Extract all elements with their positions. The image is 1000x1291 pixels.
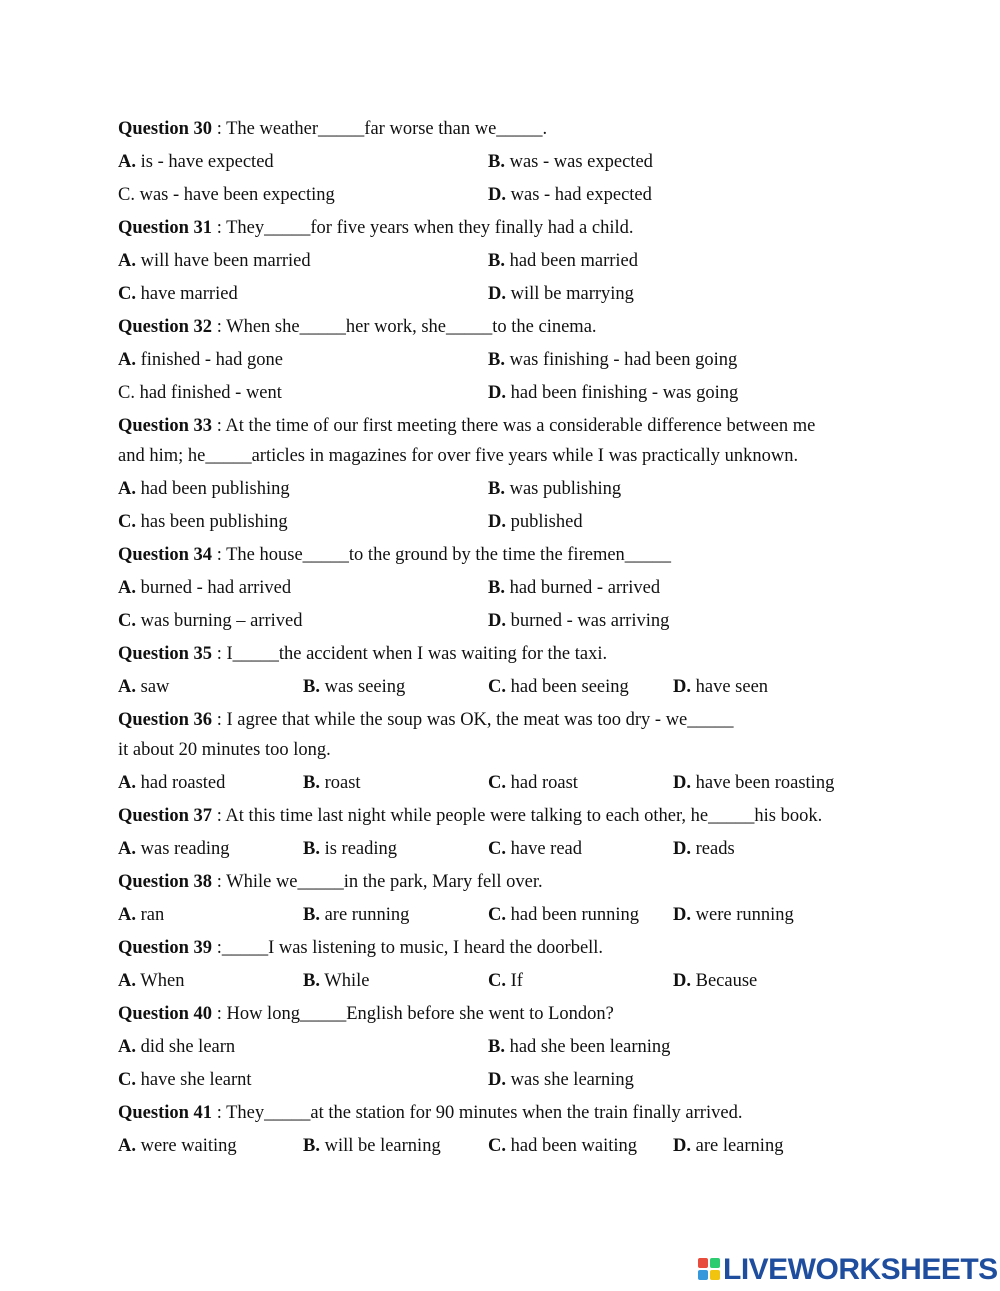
option-text: While (319, 971, 370, 991)
option-letter: B. (303, 773, 320, 793)
option-letter: C. (118, 284, 136, 304)
logo-text: LIVEWORKSHEETS (723, 1253, 998, 1286)
answer-option[interactable] (488, 283, 634, 305)
answer-option[interactable] (303, 772, 361, 794)
question-label: Question 41 (118, 1103, 213, 1123)
option-text: is - have expected (136, 152, 274, 172)
option-letter: D. (673, 677, 691, 697)
question-text (118, 739, 331, 761)
question-text (118, 709, 734, 731)
option-letter: A. (118, 1037, 136, 1057)
question-text (118, 544, 671, 566)
question-label: Question 35 (118, 644, 213, 664)
option-letter: C. (488, 971, 506, 991)
logo-tile-green (710, 1258, 720, 1268)
answer-option[interactable] (673, 970, 757, 992)
answer-option[interactable] (488, 250, 638, 272)
option-text: was reading (136, 839, 230, 859)
question-label: Question 37 (118, 806, 213, 826)
option-letter: A. (118, 479, 136, 499)
question-stem: : At the time of our first meeting there was a considerable difference between me (212, 416, 816, 436)
option-text: is reading (319, 839, 398, 859)
option-letter: B. (488, 152, 505, 172)
question-text (118, 1102, 742, 1124)
option-letter: B. (303, 1136, 320, 1156)
option-letter: C. (488, 677, 506, 697)
question-text (118, 316, 597, 338)
option-letter: B. (488, 578, 505, 598)
option-letter: B. (488, 350, 505, 370)
option-text: was - have been expecting (134, 185, 335, 205)
option-text: had been seeing (506, 677, 629, 697)
question-text (118, 643, 607, 665)
option-letter: A. (118, 1136, 136, 1156)
option-letter: C. (118, 1070, 136, 1090)
answer-option[interactable] (488, 478, 621, 500)
question-stem: : How long_____English before she went to London? (212, 1004, 614, 1024)
question-stem: : When she_____her work, she_____to the cinema. (212, 317, 597, 337)
answer-option[interactable] (118, 511, 288, 533)
option-text: reads (691, 839, 735, 859)
question-label: Question 33 (118, 416, 213, 436)
option-letter: A. (118, 152, 136, 172)
answer-option[interactable] (118, 184, 335, 206)
question-stem: : I agree that while the soup was OK, the meat was too dry - we_____ (212, 710, 734, 730)
option-letter: A. (118, 839, 136, 859)
question-stem: it about 20 minutes too long. (118, 740, 331, 760)
question-stem: : The house_____to the ground by the time the firemen_____ (212, 545, 672, 565)
option-text: were running (691, 905, 794, 925)
option-letter: C. (488, 773, 506, 793)
logo-tile-red (698, 1258, 708, 1268)
option-letter: D. (673, 839, 691, 859)
option-text: will be marrying (506, 284, 634, 304)
option-letter: B. (303, 905, 320, 925)
option-letter: D. (673, 905, 691, 925)
option-letter: A. (118, 773, 136, 793)
option-text: are learning (691, 1136, 784, 1156)
answer-option[interactable] (303, 676, 405, 698)
answer-option[interactable] (118, 676, 169, 698)
option-text: had been waiting (506, 1136, 637, 1156)
option-text: was she learning (506, 1070, 634, 1090)
question-text (118, 805, 822, 827)
option-text: burned - had arrived (136, 578, 292, 598)
logo-tile-yellow (710, 1270, 720, 1280)
answer-option[interactable] (673, 838, 735, 860)
answer-option[interactable] (303, 970, 369, 992)
option-letter: B. (303, 971, 320, 991)
answer-option[interactable] (118, 382, 282, 404)
question-label: Question 36 (118, 710, 213, 730)
option-text: are running (319, 905, 410, 925)
option-letter: A. (118, 350, 136, 370)
answer-option[interactable] (488, 511, 583, 533)
question-stem: : While we_____in the park, Mary fell over. (212, 872, 543, 892)
option-text: burned - was arriving (506, 611, 670, 631)
answer-option[interactable] (488, 577, 660, 599)
option-text: had roasted (136, 773, 226, 793)
option-text: was burning – arrived (136, 611, 303, 631)
answer-option[interactable] (118, 283, 238, 305)
question-text (118, 937, 603, 959)
answer-option[interactable] (118, 970, 184, 992)
option-text: was - was expected (504, 152, 653, 172)
answer-option[interactable] (673, 1135, 783, 1157)
question-label: Question 31 (118, 218, 213, 238)
option-letter: D. (673, 1136, 691, 1156)
liveworksheets-logo[interactable] (698, 1253, 998, 1286)
option-text: had roast (506, 773, 578, 793)
option-text: had burned - arrived (504, 578, 661, 598)
question-label: Question 32 (118, 317, 213, 337)
answer-option[interactable] (118, 250, 311, 272)
answer-option[interactable] (488, 349, 737, 371)
option-text: have seen (691, 677, 769, 697)
answer-option[interactable] (118, 1036, 235, 1058)
option-letter: C. (488, 1136, 506, 1156)
answer-option[interactable] (118, 1135, 237, 1157)
question-label: Question 34 (118, 545, 213, 565)
question-stem: : They_____at the station for 90 minutes when the train finally arrived. (212, 1103, 743, 1123)
answer-option[interactable] (488, 676, 629, 698)
option-text: ran (136, 905, 165, 925)
option-text: was finishing - had been going (504, 350, 738, 370)
question-text (118, 871, 543, 893)
option-text: have married (136, 284, 238, 304)
option-text: had been married (504, 251, 639, 271)
option-letter: C. (118, 383, 135, 403)
answer-option[interactable] (488, 184, 652, 206)
answer-option[interactable] (488, 904, 639, 926)
question-label: Question 30 (118, 119, 213, 139)
option-text: had been running (506, 905, 640, 925)
option-text: had been finishing - was going (506, 383, 739, 403)
option-letter: B. (303, 677, 320, 697)
option-letter: B. (488, 479, 505, 499)
option-letter: D. (673, 971, 691, 991)
answer-option[interactable] (488, 838, 582, 860)
option-text: will have been married (136, 251, 311, 271)
answer-option[interactable] (303, 838, 397, 860)
option-text: saw (136, 677, 170, 697)
option-letter: B. (303, 839, 320, 859)
question-stem: :_____I was listening to music, I heard the doorbell. (212, 938, 604, 958)
option-letter: B. (488, 1037, 505, 1057)
answer-option[interactable] (488, 1069, 634, 1091)
option-letter: D. (488, 512, 506, 532)
question-label: Question 40 (118, 1004, 213, 1024)
question-text (118, 415, 815, 437)
option-text: was publishing (504, 479, 622, 499)
option-text: published (506, 512, 583, 532)
option-text: had finished - went (134, 383, 282, 403)
option-text: have been roasting (691, 773, 835, 793)
answer-option[interactable] (488, 970, 523, 992)
option-letter: A. (118, 677, 136, 697)
option-text: had she been learning (504, 1037, 671, 1057)
option-letter: D. (488, 284, 506, 304)
answer-option[interactable] (488, 382, 738, 404)
option-letter: D. (488, 185, 506, 205)
answer-option[interactable] (118, 1069, 252, 1091)
question-text (118, 118, 547, 140)
answer-option[interactable] (118, 838, 230, 860)
option-letter: B. (488, 251, 505, 271)
question-text (118, 217, 634, 239)
option-letter: D. (673, 773, 691, 793)
question-stem: : They_____for five years when they finally had a child. (212, 218, 634, 238)
answer-option[interactable] (118, 478, 290, 500)
answer-option[interactable] (488, 1036, 670, 1058)
answer-option[interactable] (118, 904, 164, 926)
option-text: will be learning (319, 1136, 441, 1156)
answer-option[interactable] (488, 772, 578, 794)
question-stem: : I_____the accident when I was waiting for the taxi. (212, 644, 608, 664)
question-stem: : At this time last night while people were talking to each other, he_____his book. (212, 806, 823, 826)
question-stem: and him; he_____articles in magazines for over five years while I was practically unknown. (118, 446, 799, 466)
answer-option[interactable] (118, 772, 225, 794)
option-letter: C. (118, 185, 135, 205)
question-stem: : The weather_____far worse than we_____. (212, 119, 548, 139)
option-letter: D. (488, 611, 506, 631)
answer-option[interactable] (488, 1135, 637, 1157)
option-text: roast (319, 773, 361, 793)
option-text: Because (691, 971, 758, 991)
option-letter: A. (118, 578, 136, 598)
option-letter: D. (488, 1070, 506, 1090)
logo-tile-blue (698, 1270, 708, 1280)
answer-option[interactable] (488, 151, 653, 173)
option-text: was seeing (319, 677, 406, 697)
option-text: When (136, 971, 185, 991)
option-text: finished - had gone (136, 350, 283, 370)
option-letter: A. (118, 905, 136, 925)
answer-option[interactable] (118, 349, 283, 371)
question-text (118, 1003, 614, 1025)
option-letter: C. (118, 611, 136, 631)
answer-option[interactable] (673, 676, 768, 698)
answer-option[interactable] (118, 610, 302, 632)
answer-option[interactable] (673, 904, 794, 926)
option-letter: C. (488, 839, 506, 859)
answer-option[interactable] (303, 1135, 441, 1157)
liveworksheets-logo-icon (698, 1258, 720, 1282)
option-letter: A. (118, 971, 136, 991)
answer-option[interactable] (118, 577, 291, 599)
answer-option[interactable] (488, 610, 669, 632)
option-text: had been publishing (136, 479, 290, 499)
option-text: have read (506, 839, 583, 859)
option-letter: C. (118, 512, 136, 532)
option-text: has been publishing (136, 512, 288, 532)
option-text: If (506, 971, 523, 991)
question-text (118, 445, 798, 467)
option-letter: C. (488, 905, 506, 925)
answer-option[interactable] (673, 772, 834, 794)
question-label: Question 38 (118, 872, 213, 892)
option-letter: A. (118, 251, 136, 271)
option-text: was - had expected (506, 185, 652, 205)
answer-option[interactable] (303, 904, 409, 926)
option-letter: D. (488, 383, 506, 403)
option-text: have she learnt (136, 1070, 252, 1090)
answer-option[interactable] (118, 151, 274, 173)
option-text: were waiting (136, 1136, 237, 1156)
option-text: did she learn (136, 1037, 236, 1057)
question-label: Question 39 (118, 938, 213, 958)
